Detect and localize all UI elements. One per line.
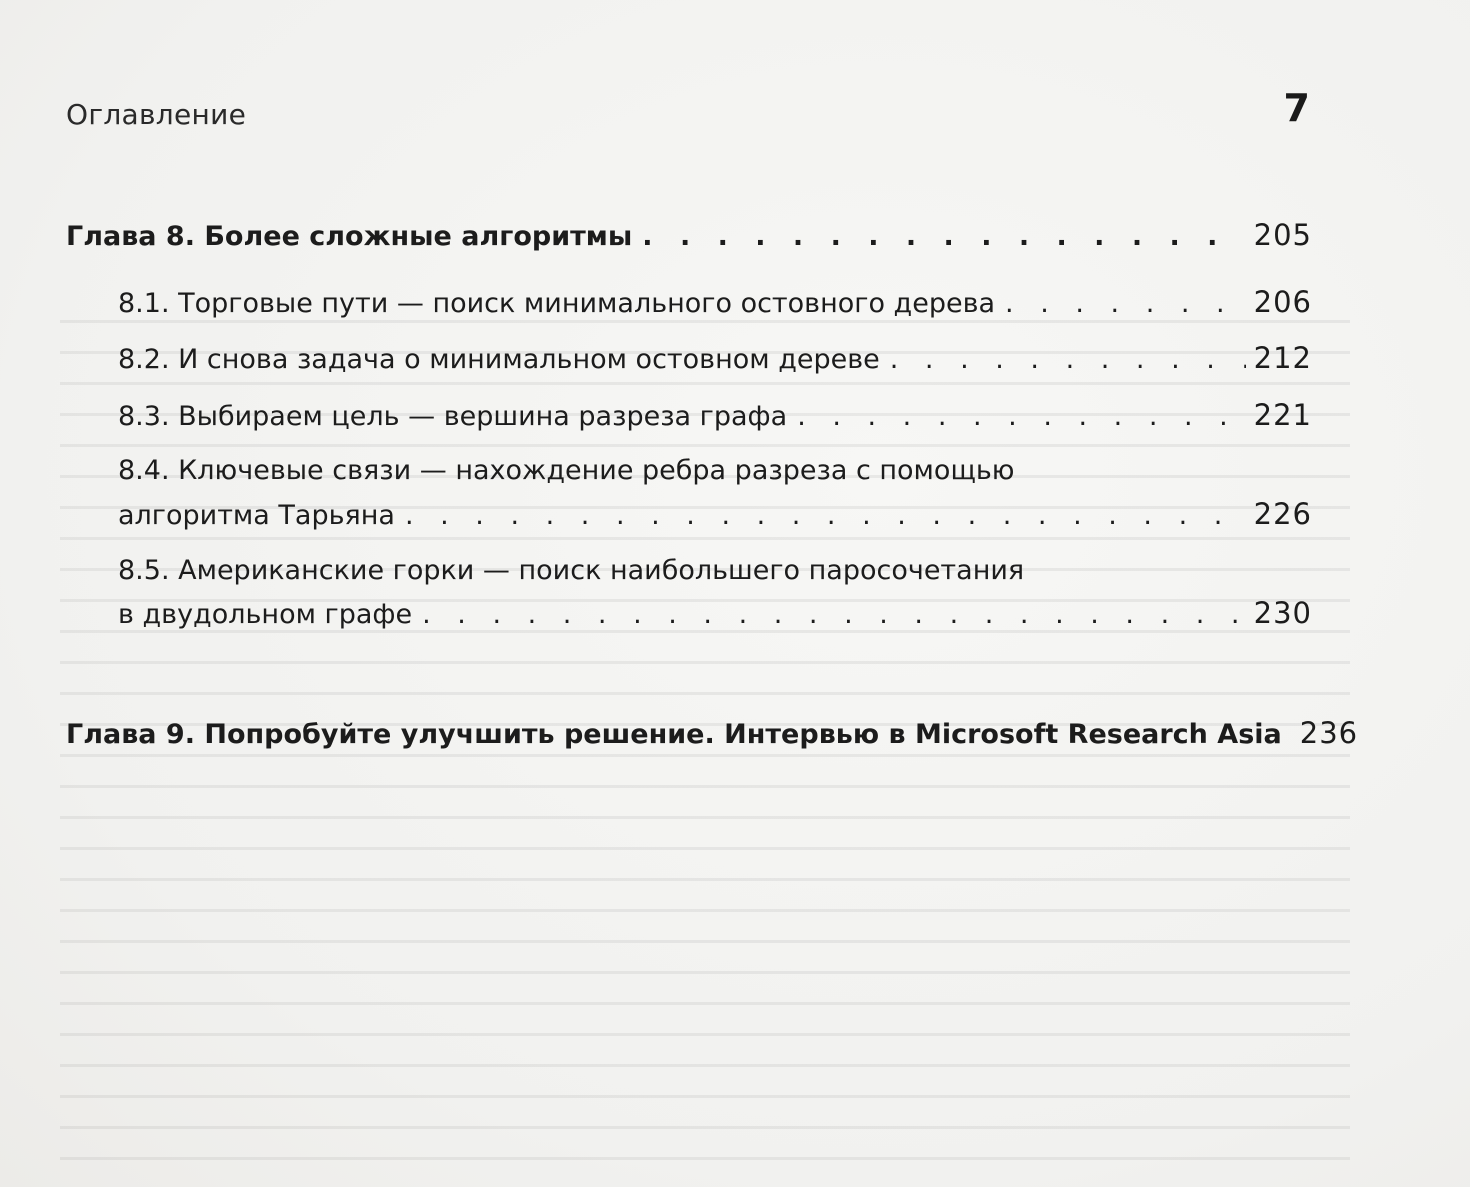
toc-entry-chapter-8[interactable]	[66, 218, 1312, 252]
toc-entry-chapter-9[interactable]	[66, 716, 1359, 750]
toc-entry-section-8-5[interactable]	[118, 596, 1312, 630]
toc-entry-section-8-3[interactable]	[118, 398, 1312, 432]
toc-entry-title: Глава 9. Попробуйте улучшить решение. Интервью в Microsoft Research Asia	[66, 719, 1282, 750]
toc-entry-title-continuation: алгоритма Тарьяна	[118, 500, 395, 531]
dot-leader	[890, 344, 1246, 375]
running-title: Оглавление	[66, 98, 247, 131]
toc-entry-page: 230	[1253, 596, 1312, 630]
toc-entry-page: 236	[1299, 716, 1359, 750]
toc-entry-page: 212	[1253, 341, 1312, 375]
toc-entry-section-8-4[interactable]	[118, 497, 1312, 531]
toc-entry-section-8-2[interactable]	[118, 341, 1312, 375]
toc-entry-page: 221	[1253, 398, 1312, 432]
toc-entry-section-8-1[interactable]	[118, 285, 1312, 319]
dot-leader	[1005, 288, 1246, 319]
toc-entry-title: 8.3. Выбираем цель — вершина разреза графа	[118, 401, 788, 432]
toc-entry-page: 226	[1253, 497, 1312, 531]
dot-leader	[422, 599, 1246, 630]
toc-entry-title-continuation: в двудольном графе	[118, 599, 413, 630]
toc-entry-page: 206	[1253, 285, 1312, 319]
dot-leader	[405, 500, 1246, 531]
toc-entry-section-8-4-line-1[interactable]: 8.4. Ключевые связи — нахождение ребра разреза с помощью	[118, 455, 1015, 486]
page-number: 7	[1283, 86, 1310, 130]
toc-entry-page: 205	[1253, 218, 1312, 252]
toc-entry-section-8-5-line-1[interactable]: 8.5. Американские горки — поиск наибольшего паросочетания	[118, 555, 1025, 586]
dot-leader	[797, 401, 1245, 432]
dot-leader	[642, 221, 1245, 252]
toc-entry-title: 8.2. И снова задача о минимальном остовном дереве	[118, 344, 880, 375]
toc-entry-title: Глава 8. Более сложные алгоритмы	[66, 221, 633, 252]
toc-entry-title: 8.1. Торговые пути — поиск минимального остовного дерева	[118, 288, 996, 319]
